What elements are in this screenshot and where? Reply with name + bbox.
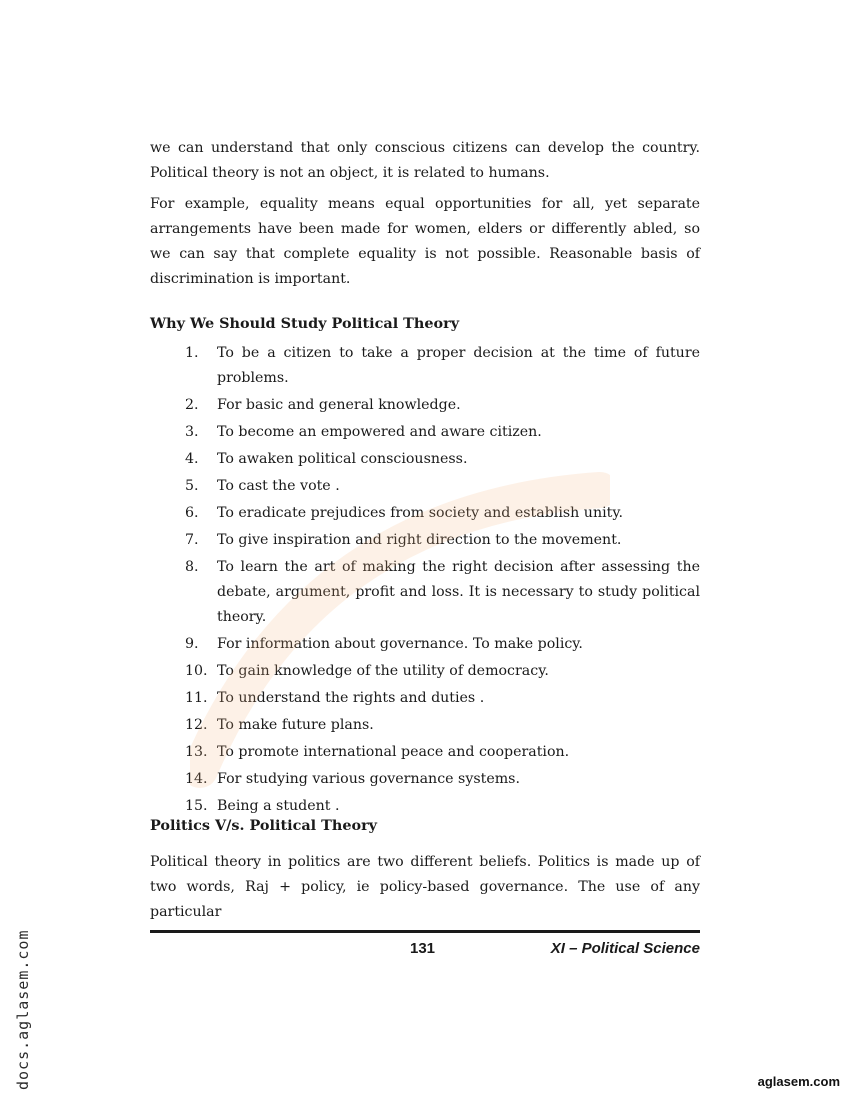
- list-item-number: 9.: [185, 636, 199, 652]
- list-item-number: 12.: [185, 717, 208, 733]
- list-item-number: 13.: [185, 744, 208, 760]
- list-item-number: 1.: [185, 345, 199, 361]
- list-item-text: To gain knowledge of the utility of democracy.: [217, 663, 549, 679]
- paragraph-politics-definition: Political theory in politics are two different beliefs. Politics is made up of two words, Raj + policy, ie policy-based governance. The use of any particular: [150, 854, 700, 920]
- list-item-text: To make future plans.: [217, 717, 374, 733]
- list-item-number: 6.: [185, 505, 199, 521]
- list-item-number: 10.: [185, 663, 208, 679]
- side-watermark-text: docs.aglasem.com: [14, 929, 32, 1090]
- list-item: [185, 501, 700, 526]
- list-item-text: To understand the rights and duties .: [217, 690, 485, 706]
- list-item: [185, 740, 700, 765]
- list-item: [185, 420, 700, 445]
- book-title: XI – Political Science: [550, 940, 700, 957]
- list-item: [185, 767, 700, 792]
- brand-text: aglasem.com: [757, 1074, 840, 1089]
- list-item: [185, 447, 700, 472]
- list-item-text: For information about governance. To make policy.: [217, 636, 583, 652]
- list-item-number: 15.: [185, 798, 208, 814]
- list-item: [185, 528, 700, 553]
- list-item-text: To give inspiration and right direction to the movement.: [217, 532, 622, 548]
- page-content: [150, 136, 700, 920]
- list-item-text: To learn the art of making the right decision after assessing the debate, argument, profit and loss. It is necessary to study political theory.: [217, 559, 700, 625]
- list-item: [185, 686, 700, 711]
- list-item: [185, 632, 700, 657]
- list-item: [185, 555, 700, 630]
- page-number: 131: [410, 940, 436, 957]
- list-item-text: Being a student .: [217, 798, 340, 814]
- reasons-list: [185, 341, 700, 821]
- list-item: [185, 341, 700, 391]
- list-item-text: To eradicate prejudices from society and establish unity.: [217, 505, 623, 521]
- list-item: [185, 659, 700, 684]
- list-item-number: 11.: [185, 690, 208, 706]
- list-item-text: To promote international peace and cooperation.: [217, 744, 570, 760]
- list-item-text: For basic and general knowledge.: [217, 397, 461, 413]
- footer-rule: [150, 930, 700, 933]
- list-item-text: To be a citizen to take a proper decision at the time of future problems.: [217, 345, 700, 386]
- section-heading-politics-vs-theory: Politics V/s. Political Theory: [150, 817, 378, 834]
- paragraph-intro: we can understand that only conscious citizens can develop the country. Political theory is not an object, it is related to humans.: [150, 140, 700, 181]
- list-item-number: 14.: [185, 771, 208, 787]
- section-heading-why-study: Why We Should Study Political Theory: [150, 315, 460, 332]
- list-item: [185, 474, 700, 499]
- list-item-text: To awaken political consciousness.: [217, 451, 468, 467]
- list-item-number: 4.: [185, 451, 199, 467]
- list-item-number: 8.: [185, 559, 199, 575]
- list-item: [185, 713, 700, 738]
- list-item-number: 5.: [185, 478, 199, 494]
- list-item-text: To become an empowered and aware citizen.: [217, 424, 542, 440]
- list-item-number: 7.: [185, 532, 199, 548]
- paragraph-equality-example: For example, equality means equal opportunities for all, yet separate arrangements have been made for women, elders or differently abled, so we can say that complete equality is not possible. Reasonable basis of discrimination is important.: [150, 196, 700, 287]
- list-item: [185, 393, 700, 418]
- list-item-number: 2.: [185, 397, 199, 413]
- list-item-number: 3.: [185, 424, 199, 440]
- list-item-text: To cast the vote .: [217, 478, 340, 494]
- list-item-text: For studying various governance systems.: [217, 771, 520, 787]
